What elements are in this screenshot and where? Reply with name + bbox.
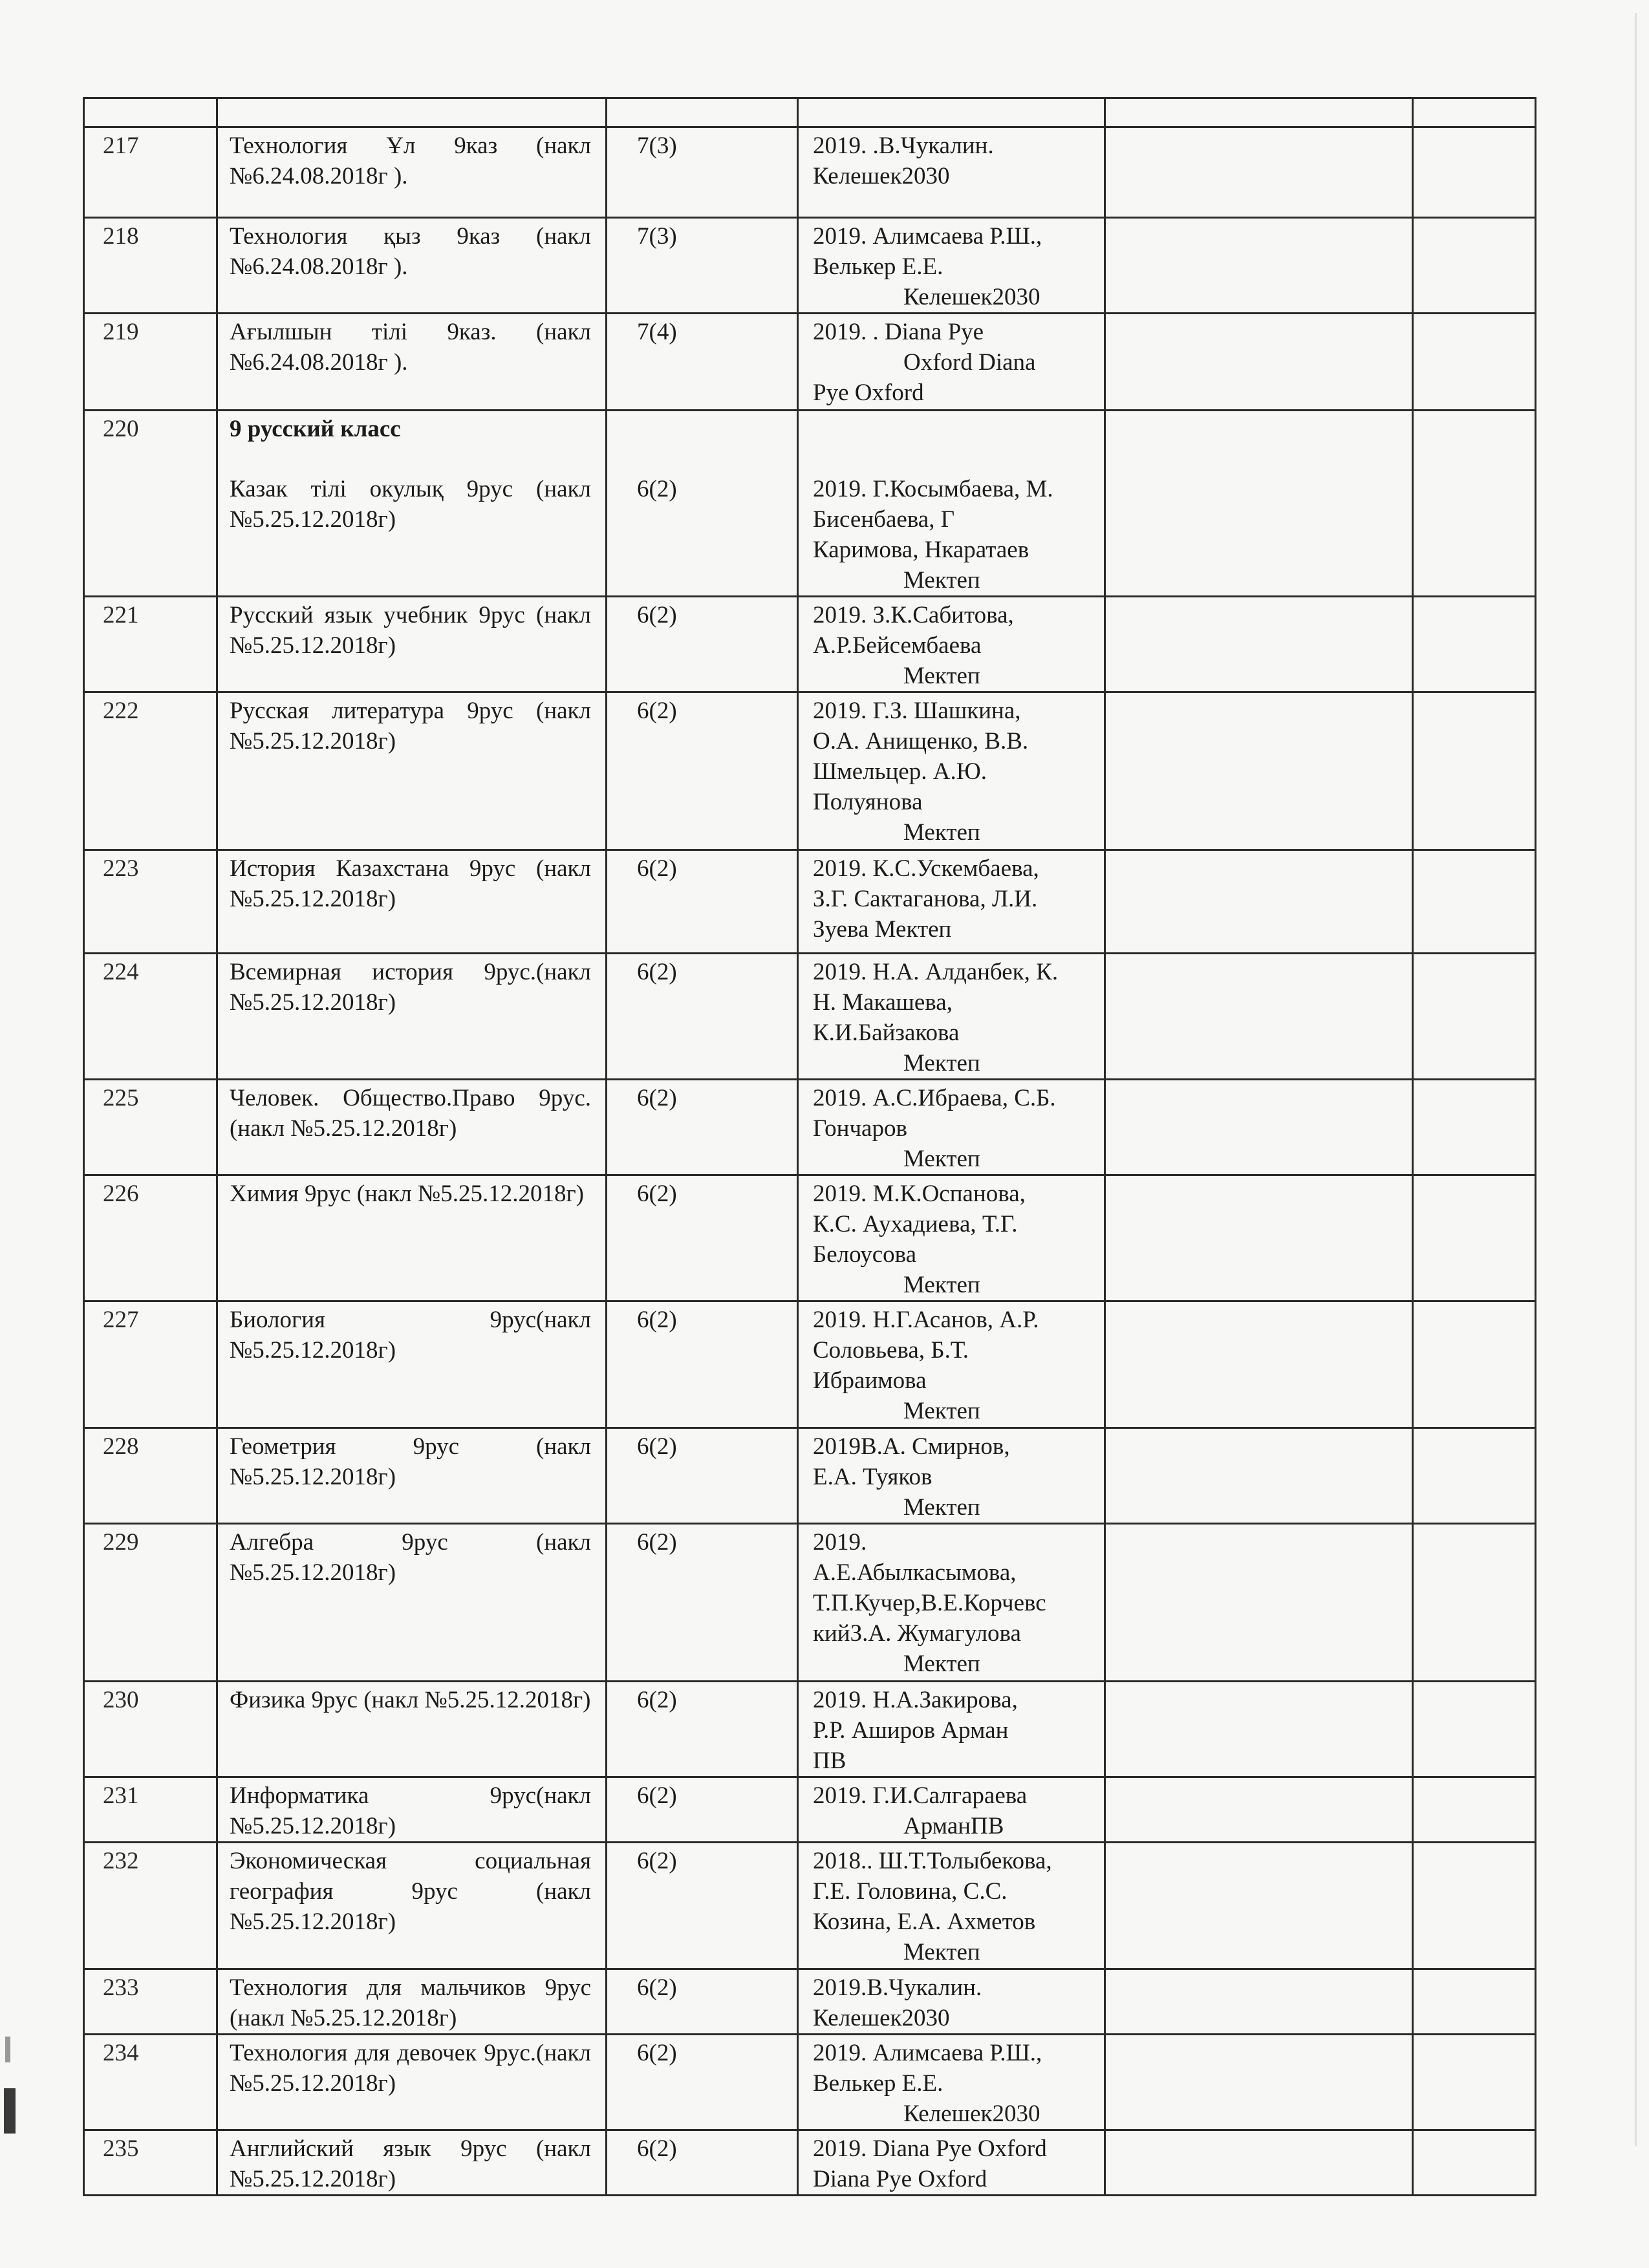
- publication-cell: [798, 314, 1105, 411]
- publication-line: Полуянова: [813, 789, 923, 815]
- textbook-name-cell: [217, 1969, 607, 2035]
- textbook-name-cell: [217, 692, 607, 850]
- quantity: 6(2): [637, 2135, 677, 2162]
- publication-cell: [798, 597, 1105, 692]
- textbook-name: Всемирная история 9рус.(накл №5.25.12.2018г): [230, 959, 591, 1016]
- publication-line: 2019. Г.Косымбаева, М.: [813, 476, 1053, 502]
- empty-cell: [1413, 127, 1536, 218]
- empty-cell: [1413, 1969, 1536, 2035]
- textbook-name: Геометрия 9рус (накл №5.25.12.2018г): [230, 1433, 591, 1490]
- quantity: 7(3): [637, 223, 677, 250]
- empty-cell: [1105, 2035, 1413, 2130]
- quantity-cell: [607, 1682, 798, 1777]
- quantity: 6(2): [637, 1307, 677, 1333]
- row-number-cell: [84, 2130, 217, 2196]
- publication-line: 2019. А.С.Ибраева, С.Б.: [813, 1085, 1056, 1111]
- empty-cell: [1105, 1301, 1413, 1428]
- header-cell: [798, 98, 1105, 127]
- publication-line: Келешек2030: [813, 2005, 950, 2031]
- publication-cell: [798, 1524, 1105, 1682]
- publication-cell: [798, 2035, 1105, 2130]
- quantity-cell: [607, 1969, 798, 2035]
- empty-cell: [1105, 1682, 1413, 1777]
- quantity-cell: [607, 1428, 798, 1524]
- publication-line: Каримова, Нкаратаев: [813, 537, 1029, 563]
- quantity: 6(2): [637, 1848, 677, 1874]
- quantity-cell: [607, 597, 798, 692]
- quantity: 7(4): [637, 319, 677, 345]
- row-number-cell: [84, 1080, 217, 1175]
- publication-line: К.И.Байзакова: [813, 1020, 960, 1046]
- row-number-cell: [84, 1428, 217, 1524]
- quantity: 6(2): [637, 2040, 677, 2066]
- row-number-cell: [84, 1777, 217, 1843]
- empty-cell: [1413, 1524, 1536, 1682]
- publisher-name: Мектеп: [903, 1651, 980, 1677]
- empty-cell: [1413, 411, 1536, 597]
- publication-cell: [798, 1843, 1105, 1969]
- publication-line: кийЗ.А. Жумагулова: [813, 1620, 1021, 1647]
- textbook-name: Человек. Общество.Право 9рус.(накл №5.25.12.2018г): [230, 1085, 591, 1142]
- textbook-name: История Казахстана 9рус (накл №5.25.12.2018г): [230, 855, 591, 912]
- textbook-name: Физика 9рус (накл №5.25.12.2018г): [230, 1687, 591, 1713]
- quantity: 6(2): [637, 1529, 677, 1556]
- textbook-name: Технология для девочек 9рус.(накл №5.25.12.2018г): [230, 2040, 591, 2097]
- header-cell: [84, 98, 217, 127]
- row-number-cell: [84, 218, 217, 314]
- table-row: [84, 692, 1536, 850]
- empty-cell: [1105, 1428, 1413, 1524]
- textbook-name: Ағылшын тілі 9каз. (накл №6.24.08.2018г ).: [230, 319, 591, 376]
- publisher-name: Мектеп: [903, 1939, 980, 1965]
- publisher-name: Мектеп: [903, 1146, 980, 1172]
- empty-cell: [1413, 850, 1536, 954]
- publication-line: Келешек2030: [813, 163, 950, 189]
- table-row: [84, 1843, 1536, 1969]
- empty-cell: [1413, 2035, 1536, 2130]
- row-number: 233: [103, 1974, 139, 2001]
- publication-cell: [798, 2130, 1105, 2196]
- publication-cell: [798, 1080, 1105, 1175]
- publication-cell: [798, 954, 1105, 1080]
- publication-line: 2019. . Diana Pye: [813, 319, 984, 345]
- publication-line: 2019. Н.Г.Асанов, А.Р.: [813, 1307, 1039, 1333]
- empty-cell: [1413, 1843, 1536, 1969]
- row-number-cell: [84, 692, 217, 850]
- empty-cell: [1413, 597, 1536, 692]
- quantity-cell: [607, 127, 798, 218]
- empty-cell: [1413, 1080, 1536, 1175]
- textbook-name-cell: [217, 411, 607, 597]
- table-body: [84, 98, 1536, 2196]
- quantity-cell: [607, 314, 798, 411]
- publisher-name: Мектеп: [903, 819, 980, 846]
- publication-line: О.А. Анищенко, В.В.: [813, 728, 1029, 754]
- publication-line: Е.А. Туяков: [813, 1464, 932, 1490]
- empty-cell: [1105, 1524, 1413, 1682]
- publication-line: А.Е.Абылкасымова,: [813, 1559, 1017, 1586]
- publication-cell: [798, 850, 1105, 954]
- publisher-name: Мектеп: [903, 1050, 980, 1076]
- row-number-cell: [84, 314, 217, 411]
- row-number: 227: [103, 1307, 139, 1333]
- table-row: [84, 1777, 1536, 1843]
- quantity: 6(2): [637, 1433, 677, 1460]
- publisher-name: Мектеп: [903, 1398, 980, 1424]
- row-number: 226: [103, 1181, 139, 1207]
- publisher-name: Келешек2030: [903, 284, 1040, 310]
- table-row: [84, 1175, 1536, 1301]
- quantity: 6(2): [637, 698, 677, 724]
- textbook-name: Английский язык 9рус (накл №5.25.12.2018г): [230, 2135, 591, 2192]
- empty-cell: [1105, 1175, 1413, 1301]
- table-row: [84, 1301, 1536, 1428]
- publication-line: 2019. К.С.Ускембаева,: [813, 855, 1039, 882]
- publication-line: 2019. Алимсаева Р.Ш.,: [813, 2040, 1042, 2066]
- textbook-name: Технология для мальчиков 9рус (накл №5.25.12.2018г): [230, 1974, 591, 2031]
- publication-cell: [798, 1175, 1105, 1301]
- quantity-cell: [607, 2035, 798, 2130]
- textbook-name: Информатика 9рус(накл №5.25.12.2018г): [230, 1782, 591, 1839]
- publisher-name: АрманПВ: [903, 1813, 1004, 1839]
- header-cell: [1105, 98, 1413, 127]
- scan-artifact: [1635, 13, 1637, 2146]
- row-number: 225: [103, 1085, 139, 1111]
- quantity-cell: [607, 1301, 798, 1428]
- textbook-name: Казак тілі окулық 9рус (накл №5.25.12.2018г): [230, 476, 591, 533]
- quantity-cell: [607, 850, 798, 954]
- publication-line: З.Г. Сактаганова, Л.И.: [813, 886, 1038, 912]
- quantity-cell: [607, 1777, 798, 1843]
- header-cell: [1413, 98, 1536, 127]
- textbook-name-cell: [217, 1428, 607, 1524]
- quantity-cell: [607, 1175, 798, 1301]
- textbook-name-cell: [217, 1682, 607, 1777]
- quantity-cell: [607, 218, 798, 314]
- row-number: 218: [103, 223, 139, 250]
- quantity-cell: [607, 1524, 798, 1682]
- publisher-name: Oxford Diana: [903, 349, 1036, 376]
- publication-line: Соловьева, Б.Т.: [813, 1337, 969, 1364]
- publication-cell: [798, 127, 1105, 218]
- empty-cell: [1105, 597, 1413, 692]
- publication-line: 2019. Н.А. Алданбек, К.: [813, 959, 1059, 985]
- row-number-cell: [84, 954, 217, 1080]
- row-number-cell: [84, 411, 217, 597]
- publication-line: Г.Е. Головина, С.С.: [813, 1878, 1008, 1905]
- publication-line: 2019. М.К.Оспанова,: [813, 1181, 1026, 1207]
- empty-cell: [1105, 127, 1413, 218]
- textbook-name: Экономическая социальная география 9рус (накл №5.25.12.2018г): [230, 1848, 591, 1935]
- empty-cell: [1105, 954, 1413, 1080]
- empty-cell: [1105, 218, 1413, 314]
- publication-line: 2019. З.К.Сабитова,: [813, 602, 1014, 628]
- row-number-cell: [84, 2035, 217, 2130]
- textbook-name-cell: [217, 1777, 607, 1843]
- row-number-cell: [84, 1175, 217, 1301]
- publication-line: Бисенбаева, Г: [813, 506, 955, 533]
- quantity: 6(2): [637, 1687, 677, 1713]
- row-number: 223: [103, 855, 139, 882]
- publisher-name: Келешек2030: [903, 2101, 1040, 2127]
- row-number: 234: [103, 2040, 139, 2066]
- empty-cell: [1105, 1843, 1413, 1969]
- quantity-cell: [607, 2130, 798, 2196]
- textbook-name: Алгебра 9рус (накл №5.25.12.2018г): [230, 1529, 591, 1586]
- row-number-cell: [84, 127, 217, 218]
- publication-line: Велькер Е.Е.: [813, 253, 943, 280]
- row-number-cell: [84, 850, 217, 954]
- publication-line: 2019.: [813, 1529, 867, 1556]
- publication-line: Ибраимова: [813, 1367, 927, 1394]
- publication-cell: [798, 1777, 1105, 1843]
- publication-line: Шмельцер. А.Ю.: [813, 758, 987, 785]
- publisher-name: Мектеп: [903, 663, 980, 689]
- row-number: 221: [103, 602, 139, 628]
- empty-cell: [1413, 2130, 1536, 2196]
- publication-cell: [798, 1428, 1105, 1524]
- quantity: 6(2): [637, 855, 677, 882]
- row-number: 229: [103, 1529, 139, 1556]
- textbook-name: Русская литература 9рус (накл №5.25.12.2018г): [230, 698, 591, 754]
- publication-line: Pye Oxford: [813, 380, 924, 406]
- empty-cell: [1413, 1682, 1536, 1777]
- section-title: 9 русский класс: [230, 416, 401, 442]
- scan-artifact: [4, 2088, 16, 2134]
- empty-cell: [1413, 1301, 1536, 1428]
- publication-line: 2019. Алимсаева Р.Ш.,: [813, 223, 1042, 250]
- empty-cell: [1105, 1777, 1413, 1843]
- textbook-name-cell: [217, 218, 607, 314]
- empty-cell: [1105, 1080, 1413, 1175]
- table-row: [84, 411, 1536, 597]
- table-row: [84, 127, 1536, 218]
- publication-line: Козина, Е.А. Ахметов: [813, 1909, 1036, 1935]
- table-header-row: [84, 98, 1536, 127]
- table-row: [84, 2035, 1536, 2130]
- table-row: [84, 314, 1536, 411]
- quantity-cell: [607, 692, 798, 850]
- publisher-name: Мектеп: [903, 1272, 980, 1298]
- quantity: 6(2): [637, 959, 677, 985]
- textbook-name-cell: [217, 314, 607, 411]
- empty-cell: [1413, 218, 1536, 314]
- table-row: [84, 597, 1536, 692]
- empty-cell: [1105, 850, 1413, 954]
- header-cell: [607, 98, 798, 127]
- textbook-name-cell: [217, 954, 607, 1080]
- table-row: [84, 2130, 1536, 2196]
- quantity: 6(2): [637, 1974, 677, 2001]
- textbook-name: Технология Ұл 9каз (накл №6.24.08.2018г ).: [230, 133, 591, 189]
- table-row: [84, 1428, 1536, 1524]
- textbook-name-cell: [217, 850, 607, 954]
- textbook-name: Русский язык учебник 9рус (накл №5.25.12.2018г): [230, 602, 591, 659]
- row-number: 230: [103, 1687, 139, 1713]
- empty-cell: [1105, 314, 1413, 411]
- publication-line: Т.П.Кучер,В.Е.Корчевс: [813, 1590, 1046, 1616]
- textbook-name-cell: [217, 1301, 607, 1428]
- row-number: 217: [103, 133, 139, 159]
- publication-line: Велькер Е.Е.: [813, 2070, 943, 2097]
- empty-cell: [1105, 692, 1413, 850]
- quantity-cell: [607, 1080, 798, 1175]
- empty-cell: [1413, 692, 1536, 850]
- publication-line: 2019В.А. Смирнов,: [813, 1433, 1010, 1460]
- table-row: [84, 954, 1536, 1080]
- empty-cell: [1413, 314, 1536, 411]
- quantity: 6(2): [637, 1181, 677, 1207]
- empty-cell: [1413, 954, 1536, 1080]
- row-number: 231: [103, 1782, 139, 1809]
- row-number: 235: [103, 2135, 139, 2162]
- empty-cell: [1105, 2130, 1413, 2196]
- quantity: 6(2): [637, 1085, 677, 1111]
- empty-cell: [1413, 1428, 1536, 1524]
- row-number-cell: [84, 1969, 217, 2035]
- quantity: 6(2): [637, 476, 677, 502]
- publication-line: 2019. Diana Pye Oxford: [813, 2135, 1047, 2162]
- publication-line: ПВ: [813, 1748, 846, 1774]
- table-row: [84, 850, 1536, 954]
- textbook-name-cell: [217, 1524, 607, 1682]
- header-cell: [217, 98, 607, 127]
- quantity: 6(2): [637, 602, 677, 628]
- publication-line: 2018.. Ш.Т.Толыбекова,: [813, 1848, 1052, 1874]
- publication-line: 2019. Г.И.Салгараева: [813, 1782, 1028, 1809]
- table-row: [84, 1080, 1536, 1175]
- quantity-cell: [607, 411, 798, 597]
- publication-cell: [798, 218, 1105, 314]
- quantity: 6(2): [637, 1782, 677, 1809]
- textbook-name-cell: [217, 1843, 607, 1969]
- publication-cell: [798, 692, 1105, 850]
- table-row: [84, 1682, 1536, 1777]
- quantity-cell: [607, 954, 798, 1080]
- textbook-name-cell: [217, 1080, 607, 1175]
- publication-line: 2019. Н.А.Закирова,: [813, 1687, 1018, 1713]
- row-number: 228: [103, 1433, 139, 1460]
- row-number: 224: [103, 959, 139, 985]
- table-row: [84, 1969, 1536, 2035]
- publication-cell: [798, 1682, 1105, 1777]
- publication-line: А.Р.Бейсембаева: [813, 632, 982, 659]
- publication-line: 2019.В.Чукалин.: [813, 1974, 982, 2001]
- textbook-name-cell: [217, 2035, 607, 2130]
- publication-line: К.С. Аухадиева, Т.Г.: [813, 1211, 1018, 1237]
- empty-cell: [1413, 1175, 1536, 1301]
- empty-cell: [1105, 1969, 1413, 2035]
- textbook-name-cell: [217, 127, 607, 218]
- publication-line: Гончаров: [813, 1115, 907, 1142]
- publication-line: Белоусова: [813, 1241, 917, 1268]
- textbook-name: Технология қыз 9каз (накл №6.24.08.2018г ).: [230, 223, 591, 280]
- quantity-cell: [607, 1843, 798, 1969]
- row-number-cell: [84, 597, 217, 692]
- textbook-name: Биология 9рус(накл №5.25.12.2018г): [230, 1307, 591, 1364]
- publication-line: 2019. .В.Чукалин.: [813, 133, 994, 159]
- row-number-cell: [84, 1682, 217, 1777]
- publication-cell: [798, 411, 1105, 597]
- publisher-name: Мектеп: [903, 1494, 980, 1521]
- textbook-name-cell: [217, 2130, 607, 2196]
- publication-line: Р.Р. Аширов Арман: [813, 1717, 1009, 1744]
- row-number: 220: [103, 416, 139, 442]
- publication-cell: [798, 1969, 1105, 2035]
- publisher-name: Мектеп: [903, 567, 980, 594]
- publication-line: 2019. Г.З. Шашкина,: [813, 698, 1021, 724]
- empty-cell: [1105, 411, 1413, 597]
- quantity: 7(3): [637, 133, 677, 159]
- textbook-name: Химия 9рус (накл №5.25.12.2018г): [230, 1181, 584, 1207]
- publication-line: Diana Pye Oxford: [813, 2166, 987, 2192]
- scan-artifact: [5, 2037, 10, 2062]
- textbook-name-cell: [217, 1175, 607, 1301]
- publication-line: Н. Макашева,: [813, 989, 953, 1016]
- textbook-name-cell: [217, 597, 607, 692]
- row-number: 219: [103, 319, 139, 345]
- row-number: 222: [103, 698, 139, 724]
- table-row: [84, 218, 1536, 314]
- textbook-table: [83, 97, 1536, 2196]
- row-number-cell: [84, 1843, 217, 1969]
- row-number: 232: [103, 1848, 139, 1874]
- empty-cell: [1413, 1777, 1536, 1843]
- row-number-cell: [84, 1301, 217, 1428]
- publication-cell: [798, 1301, 1105, 1428]
- row-number-cell: [84, 1524, 217, 1682]
- publication-line: Зуева Мектеп: [813, 916, 952, 943]
- table-row: [84, 1524, 1536, 1682]
